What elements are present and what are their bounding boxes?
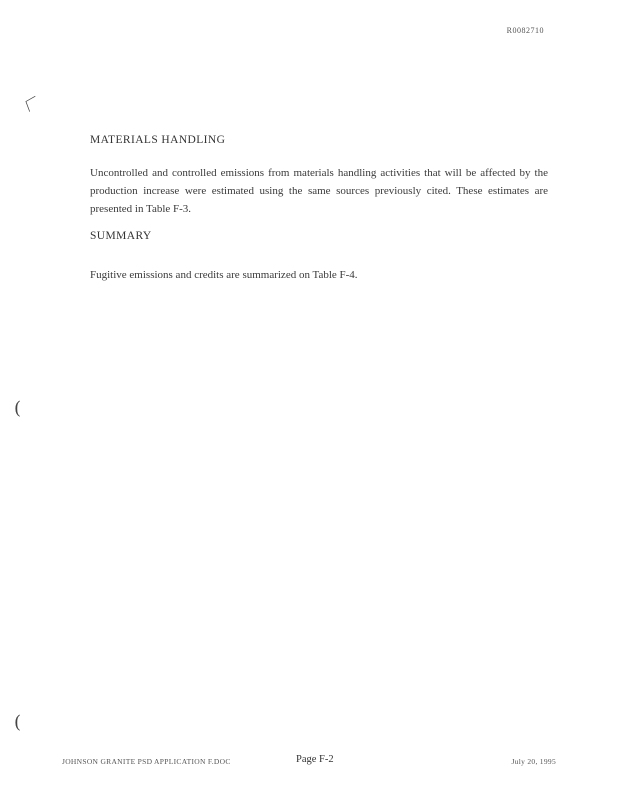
footer-date: July 20, 1995 (511, 757, 556, 766)
footer-page-number: Page F-2 (296, 754, 334, 765)
binder-hole-mark-bottom: ( (14, 712, 22, 733)
binder-hole-mark-top: 〈 (12, 89, 37, 116)
document-id: R0082710 (506, 26, 544, 35)
section-body-summary: Fugitive emissions and credits are summarized on Table F-4. (90, 269, 358, 281)
section-heading-summary: SUMMARY (90, 230, 152, 242)
section-body-materials-handling: Uncontrolled and controlled emissions from materials handling activities that will be affected by the production increase were estimated using the same sources previously cited. These estimates are presented in Table F-3. (90, 167, 548, 215)
footer-filename: JOHNSON GRANITE PSD APPLICATION F.DOC (62, 757, 231, 766)
binder-hole-mark-middle: ( (14, 398, 22, 419)
section-heading-materials-handling: MATERIALS HANDLING (90, 134, 226, 146)
